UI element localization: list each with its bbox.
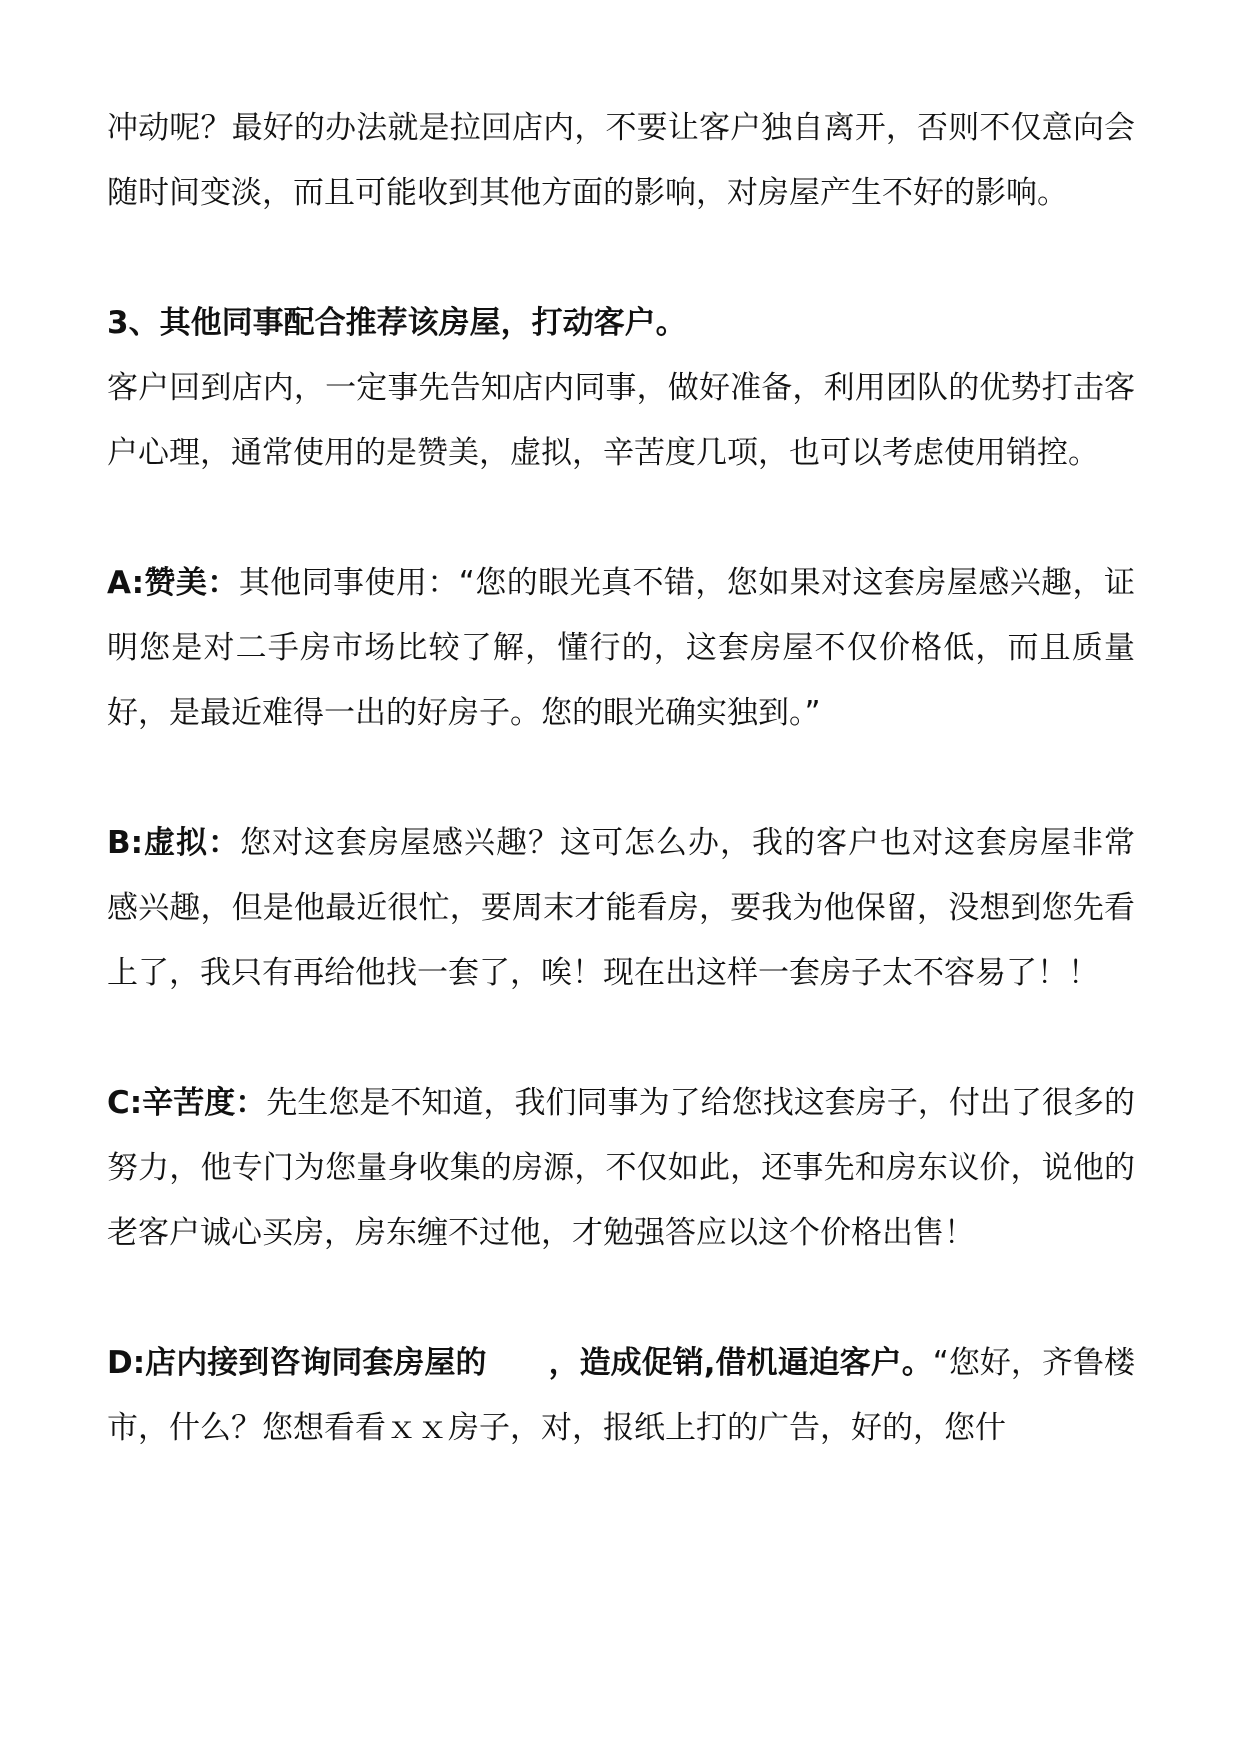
item-d-label: D:店内接到咨询同套房屋的 ，造成促销,借机逼迫客户。 xyxy=(107,1345,933,1381)
section-heading-3: 3、其他同事配合推荐该房屋，打动客户。 xyxy=(107,305,687,341)
paragraph-item-c xyxy=(107,1071,1135,1266)
paragraph-spacer xyxy=(107,226,1135,291)
item-c-label: C:辛苦度： xyxy=(107,1085,267,1121)
item-b-label: B:虚拟： xyxy=(107,825,241,861)
paragraph-item-d xyxy=(107,1331,1135,1461)
item-a-text: 其他同事使用：“您的眼光真不错，您如果对这套房屋感兴趣，证明您是对二手房市场比较了解，懂行的，这套房屋不仅价格低，而且质量好，是最近难得一出的好房子。您的眼光确实独到。” xyxy=(107,565,1135,731)
item-c-text: 先生您是不知道，我们同事为了给您找这套房子，付出了很多的努力，他专门为您量身收集的房源，不仅如此，还事先和房东议价，说他的老客户诚心买房，房东缠不过他，才勉强答应以这个价格出售！ xyxy=(107,1085,1135,1251)
paragraph-item-b xyxy=(107,811,1135,1006)
paragraph-item-a xyxy=(107,551,1135,746)
item-d-text: “您好，齐鲁楼市，什么？您想看看ｘｘ房子，对，报纸上打的广告，好的，您什 xyxy=(107,1345,1135,1446)
paragraph-spacer xyxy=(107,746,1135,811)
paragraph-spacer xyxy=(107,1266,1135,1331)
paragraph-intro-continued: 冲动呢？最好的办法就是拉回店内，不要让客户独自离开，否则不仅意向会随时间变淡，而且可能收到其他方面的影响，对房屋产生不好的影响。 xyxy=(107,110,1135,211)
paragraph-spacer xyxy=(107,486,1135,551)
item-b-text: 您对这套房屋感兴趣？这可怎么办，我的客户也对这套房屋非常感兴趣，但是他最近很忙，要周末才能看房，要我为他保留，没想到您先看上了，我只有再给他找一套了，唉！现在出这样一套房子太不容易了！！ xyxy=(107,825,1136,991)
item-a-label: A:赞美： xyxy=(107,565,239,601)
paragraph-team-coordination: 客户回到店内，一定事先告知店内同事，做好准备，利用团队的优势打击客户心理，通常使用的是赞美，虚拟，辛苦度几项，也可以考虑使用销控。 xyxy=(107,370,1135,471)
paragraph-spacer xyxy=(107,1006,1135,1071)
